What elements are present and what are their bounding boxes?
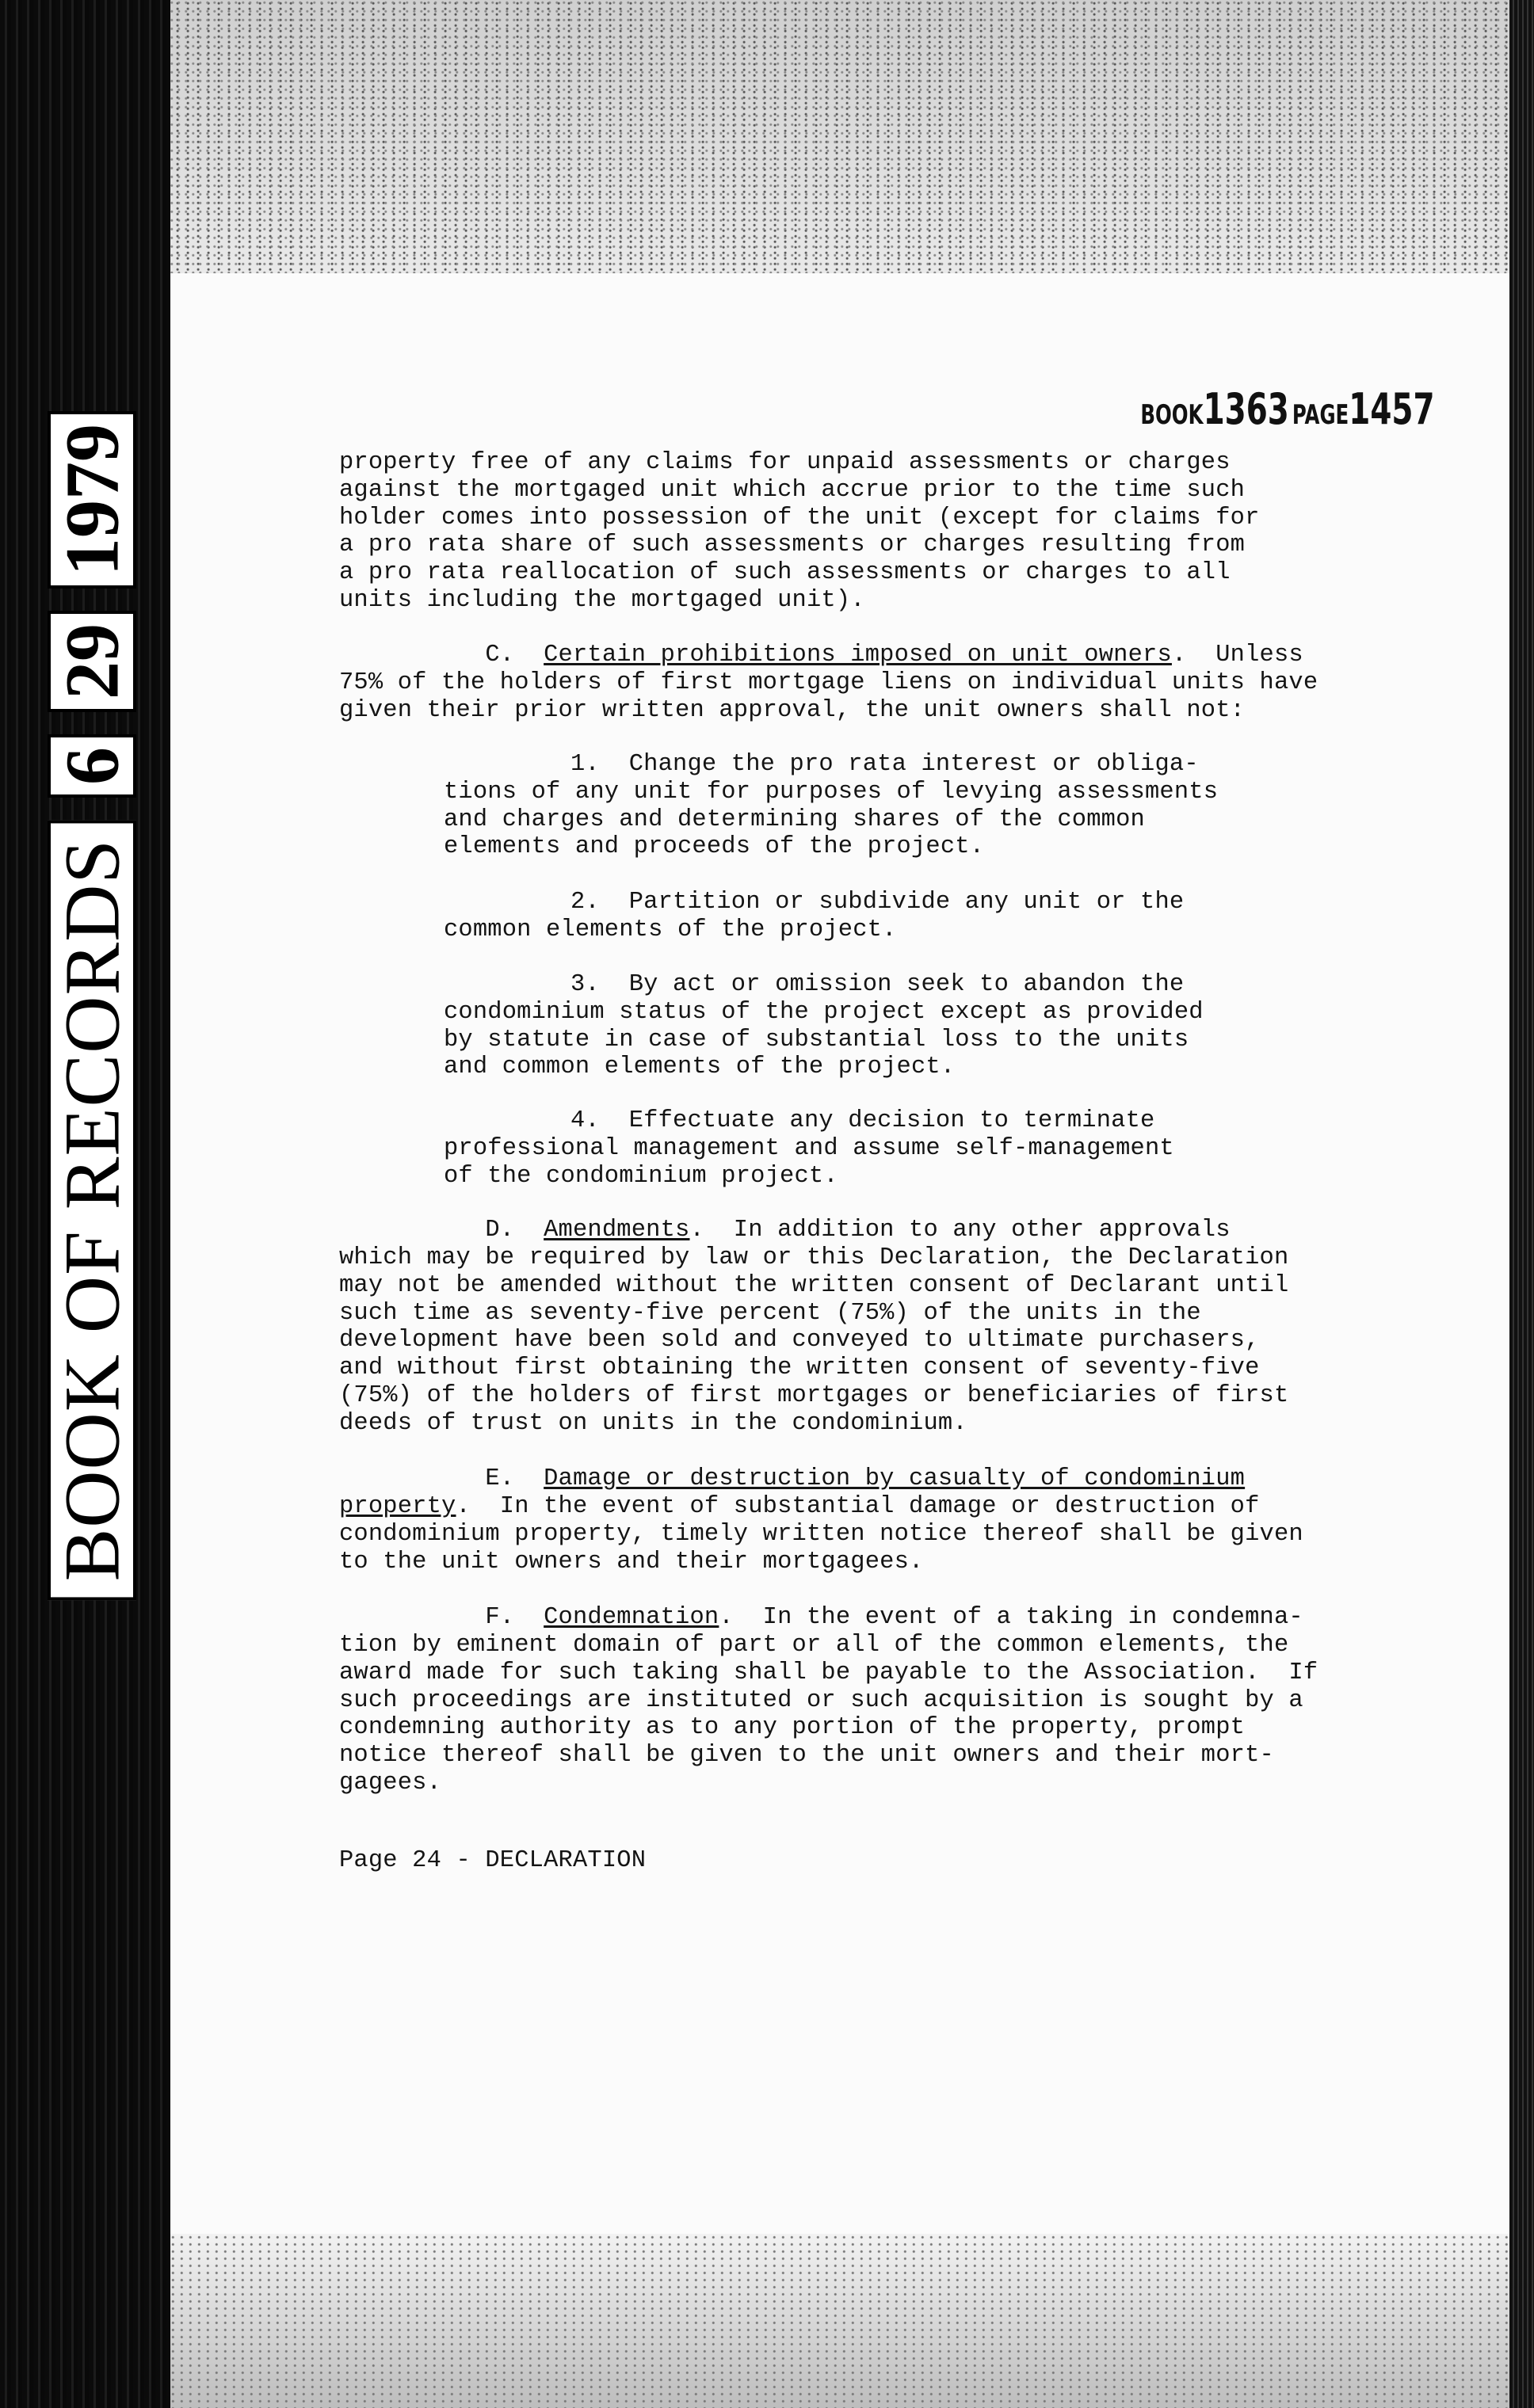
section-f-body: tion by eminent domain of part or all of the common elements, the award made for such taking shall be payable to the Association. If such proceedings are instituted or such acquisition is sought by a condemning authority as to any portion of the property, prompt notice thereof shall be given to the unit owners and their mort- gagees. [339,1632,1318,1796]
section-d-heading: Amendments [544,1217,690,1244]
section-c-body: 75% of the holders of first mortgage liens on individual units have given their prior written approval, the unit owners shall not: [339,669,1318,724]
section-f [339,1604,1448,1632]
section-e-heading: Damage or destruction by casualty of condominium [544,1465,1246,1492]
section-e-letter: E. [485,1465,515,1492]
spine-month: 6 [48,734,136,798]
page-footer: Page 24 - DECLARATION [339,1847,647,1874]
section-d-body: which may be required by law or this Declaration, the Declaration may not be amended without the written consent of Declarant until such time as seventy-five percent (75%) of the units in the development have been sold and conveyed to ultimate purchasers, and without first obtaining the written consent of seventy-five (75%) of the holders of first mortgages or beneficiaries of first deeds of trust on units in the condominium. [339,1244,1289,1437]
page-label: PAGE [1292,399,1349,431]
book-label: BOOK [1139,399,1204,431]
paragraph-intro: property free of any claims for unpaid assessments or charges against the mortgaged unit which accrue prior to the time such holder comes into possession of the unit (except for claims for a pro rata share of such assessments or charges resulting from a pro rata reallocation of such assessments or charges to all units including the mortgaged unit). [339,449,1260,614]
scan-noise-bottom [170,2234,1509,2408]
section-c-heading: Certain prohibitions imposed on unit owners [544,642,1172,669]
spine-title: BOOK OF RECORDS [48,820,136,1600]
book-page-stamp [1140,384,1434,434]
book-spine-label [44,87,139,1600]
spine-year: 1979 [48,411,136,589]
section-f-letter: F. [485,1604,515,1631]
scan-border-right [1509,0,1534,2408]
section-c-text-first: . Unless [1171,642,1303,669]
section-d-letter: D. [485,1217,515,1244]
section-e [339,1465,1448,1493]
book-number: 1363 [1203,384,1289,434]
section-f-text-first: . In the event of a taking in condemna- [719,1604,1303,1631]
item-3: 3. By act or omission seek to abandon the condominium status of the project except as provided by statute in case of substantial loss to the units and common elements of the project. [444,971,1204,1081]
item-2: 2. Partition or subdivide any unit or the common elements of the project. [444,889,1185,943]
section-f-heading: Condemnation [544,1604,719,1631]
page-number: 1457 [1348,384,1434,434]
spine-day: 29 [48,611,136,712]
section-c [339,642,1448,669]
section-d-text-first: . In addition to any other approvals [689,1217,1231,1244]
section-e-line2 [339,1493,1448,1521]
item-4: 4. Effectuate any decision to terminate professional management and assume self-management of the condominium project. [444,1107,1174,1190]
item-1: 1. Change the pro rata interest or obliga- tions of any unit for purposes of levying assessments and charges and determining shares of the common elements and proceeds of the project. [444,751,1219,861]
section-e-text-first: . In the event of substantial damage or destruction of [456,1493,1260,1520]
section-c-letter: C. [485,642,515,669]
section-e-body: condominium property, timely written notice thereof shall be given to the unit owners and their mortgagees. [339,1521,1303,1575]
scan-noise-top [170,0,1509,273]
section-d [339,1217,1448,1244]
document-page [170,273,1509,2234]
section-e-heading-cont: property [339,1493,456,1520]
